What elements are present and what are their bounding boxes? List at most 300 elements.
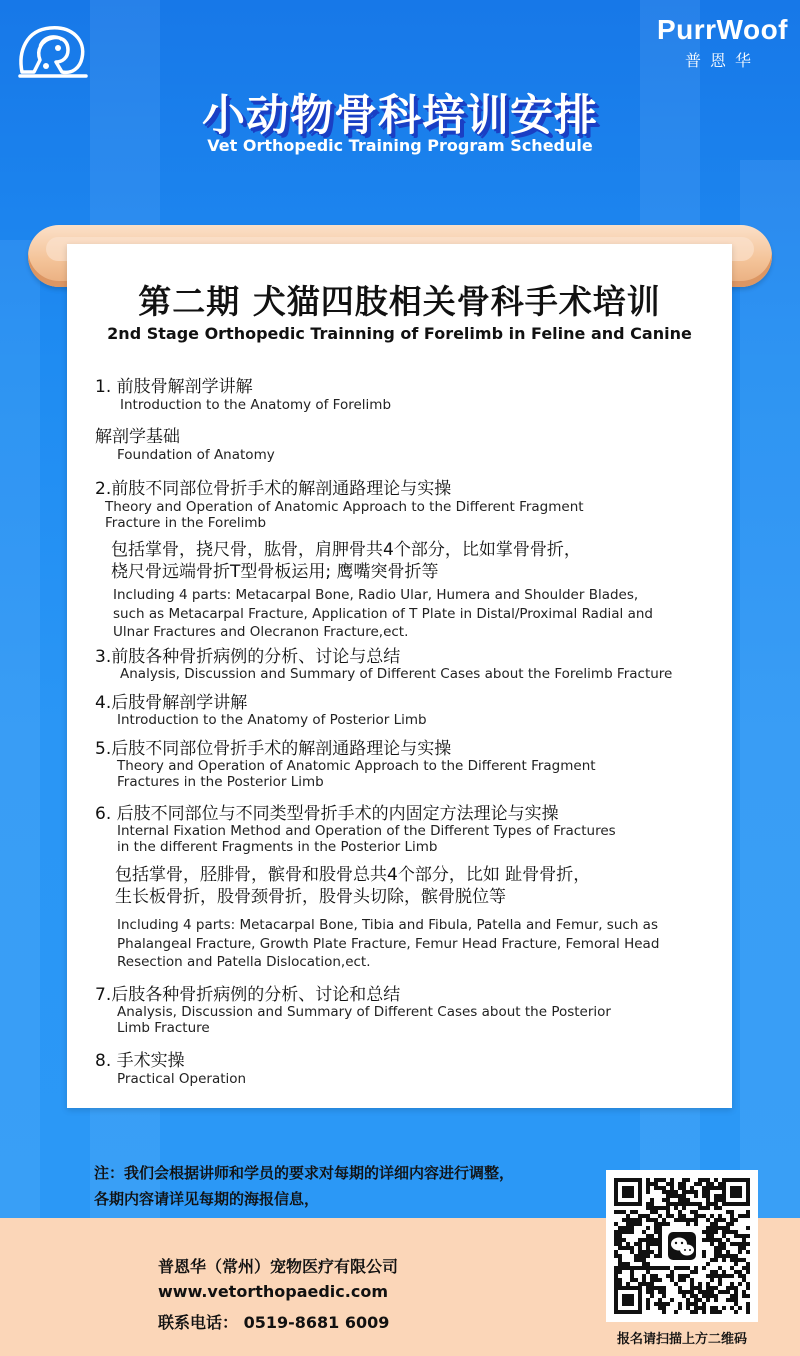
- qr-module: [618, 1258, 622, 1262]
- qr-module: [658, 1230, 662, 1234]
- qr-module: [662, 1222, 666, 1226]
- qr-module: [662, 1190, 666, 1194]
- qr-module: [618, 1266, 622, 1270]
- qr-module: [678, 1266, 682, 1270]
- qr-module: [646, 1178, 650, 1182]
- qr-module: [670, 1270, 674, 1274]
- qr-module: [690, 1290, 694, 1294]
- qr-module: [698, 1306, 702, 1310]
- qr-module: [686, 1198, 690, 1202]
- qr-module: [706, 1218, 710, 1222]
- qr-module: [726, 1238, 730, 1242]
- qr-module: [650, 1294, 654, 1298]
- list-item-en: Theory and Operation of Anatomic Approach to the Different Fragment Fractures in the Posterior Limb: [117, 758, 596, 790]
- qr-module: [694, 1302, 698, 1306]
- qr-module: [626, 1246, 630, 1250]
- qr-module: [738, 1258, 742, 1262]
- qr-module: [714, 1298, 718, 1302]
- qr-module: [682, 1178, 686, 1182]
- qr-module: [618, 1242, 622, 1246]
- qr-module: [682, 1266, 686, 1270]
- qr-module: [654, 1210, 658, 1214]
- qr-module: [622, 1266, 626, 1270]
- qr-module: [714, 1294, 718, 1298]
- qr-module: [734, 1298, 738, 1302]
- qr-module: [618, 1226, 622, 1230]
- qr-module: [718, 1290, 722, 1294]
- qr-module: [654, 1278, 658, 1282]
- qr-module: [710, 1306, 714, 1310]
- qr-module: [650, 1234, 654, 1238]
- qr-module: [718, 1274, 722, 1278]
- qr-module: [642, 1274, 646, 1278]
- page-title: 小动物骨科培训安排: [202, 91, 598, 141]
- qr-module: [666, 1202, 670, 1206]
- qr-module: [694, 1294, 698, 1298]
- qr-module: [714, 1178, 718, 1182]
- qr-module: [650, 1282, 654, 1286]
- qr-module: [618, 1238, 622, 1242]
- qr-module: [734, 1258, 738, 1262]
- qr-module: [714, 1186, 718, 1190]
- qr-module: [670, 1178, 674, 1182]
- qr-module: [638, 1242, 642, 1246]
- qr-module: [706, 1298, 710, 1302]
- qr-module: [722, 1230, 726, 1234]
- qr-module: [646, 1202, 650, 1206]
- qr-module: [746, 1262, 750, 1266]
- qr-module: [726, 1230, 730, 1234]
- list-item-cn: 4.后肢骨解剖学讲解: [95, 693, 248, 713]
- qr-module: [670, 1190, 674, 1194]
- qr-module: [614, 1278, 618, 1282]
- qr-module: [618, 1282, 622, 1286]
- qr-module: [686, 1218, 690, 1222]
- qr-module: [714, 1286, 718, 1290]
- qr-module: [738, 1270, 742, 1274]
- qr-module: [622, 1246, 626, 1250]
- qr-module: [674, 1206, 678, 1210]
- qr-module: [734, 1242, 738, 1246]
- qr-module: [642, 1258, 646, 1262]
- qr-module: [626, 1230, 630, 1234]
- stage-title: 第二期 犬猫四肢相关骨科手术培训: [138, 282, 661, 321]
- qr-module: [638, 1214, 642, 1218]
- qr-module: [670, 1214, 674, 1218]
- qr-module: [734, 1270, 738, 1274]
- qr-module: [662, 1198, 666, 1202]
- qr-module: [706, 1206, 710, 1210]
- qr-module: [618, 1262, 622, 1266]
- qr-module: [678, 1186, 682, 1190]
- qr-module: [678, 1202, 682, 1206]
- qr-module: [730, 1274, 734, 1278]
- qr-module: [710, 1270, 714, 1274]
- qr-module: [726, 1286, 730, 1290]
- qr-module: [626, 1266, 630, 1270]
- qr-module: [650, 1218, 654, 1222]
- qr-module: [662, 1266, 666, 1270]
- qr-module: [710, 1234, 714, 1238]
- qr-module: [746, 1310, 750, 1314]
- qr-module: [646, 1250, 650, 1254]
- qr-module: [714, 1238, 718, 1242]
- qr-module: [618, 1278, 622, 1282]
- qr-module: [686, 1290, 690, 1294]
- qr-module: [686, 1190, 690, 1194]
- qr-module: [634, 1222, 638, 1226]
- qr-module: [634, 1258, 638, 1262]
- list-item-cn: 解剖学基础: [95, 427, 180, 447]
- qr-module: [690, 1186, 694, 1190]
- qr-module: [646, 1218, 650, 1222]
- qr-module: [722, 1306, 726, 1310]
- qr-module: [670, 1182, 674, 1186]
- qr-module: [722, 1254, 726, 1258]
- qr-module: [638, 1254, 642, 1258]
- qr-module: [650, 1210, 654, 1214]
- qr-module: [682, 1186, 686, 1190]
- qr-module: [658, 1238, 662, 1242]
- qr-module: [714, 1194, 718, 1198]
- list-item-en: Internal Fixation Method and Operation of the Different Types of Fractures in the different Fragments in the Posterior Limb: [117, 823, 616, 855]
- qr-module: [746, 1210, 750, 1214]
- qr-module: [678, 1194, 682, 1198]
- qr-module: [686, 1266, 690, 1270]
- qr-module: [694, 1190, 698, 1194]
- qr-module: [646, 1302, 650, 1306]
- qr-module: [726, 1222, 730, 1226]
- qr-module: [690, 1282, 694, 1286]
- qr-module: [654, 1182, 658, 1186]
- qr-module: [654, 1222, 658, 1226]
- list-item-cn: 2.前肢不同部位骨折手术的解剖通路理论与实操: [95, 479, 452, 499]
- qr-module: [686, 1274, 690, 1278]
- qr-module: [730, 1306, 734, 1310]
- list-item-en: Analysis, Discussion and Summary of Different Cases about the Forelimb Fracture: [120, 666, 673, 682]
- qr-module: [746, 1266, 750, 1270]
- qr-module: [658, 1242, 662, 1246]
- qr-module: [614, 1250, 618, 1254]
- qr-module: [734, 1294, 738, 1298]
- qr-module: [674, 1202, 678, 1206]
- list-item-en: Including 4 parts: Metacarpal Bone, Tibia and Fibula, Patella and Femur, such as Phalangeal Fracture, Growth Plate Fracture, Femur Head Fracture, Femoral Head Resection and Patella Dislocation,ect.: [117, 917, 660, 970]
- qr-module: [726, 1254, 730, 1258]
- qr-module: [638, 1282, 642, 1286]
- qr-module: [746, 1214, 750, 1218]
- qr-module: [654, 1230, 658, 1234]
- qr-module: [702, 1194, 706, 1198]
- list-item-en: Introduction to the Anatomy of Forelimb: [120, 397, 392, 413]
- qr-module: [706, 1190, 710, 1194]
- qr-module: [630, 1274, 634, 1278]
- qr-module: [746, 1302, 750, 1306]
- qr-module: [674, 1310, 678, 1314]
- qr-module: [650, 1182, 654, 1186]
- qr-module: [686, 1178, 690, 1182]
- qr-module: [682, 1182, 686, 1186]
- qr-module: [630, 1222, 634, 1226]
- list-item-en: Theory and Operation of Anatomic Approach to the Different Fragment Fracture in the Forelimb: [105, 499, 584, 531]
- qr-module: [702, 1178, 706, 1182]
- qr-module: [642, 1278, 646, 1282]
- qr-module: [714, 1218, 718, 1222]
- qr-module: [670, 1274, 674, 1278]
- qr-module: [646, 1262, 650, 1266]
- list-item-cn: 5.后肢不同部位骨折手术的解剖通路理论与实操: [95, 739, 452, 759]
- list-item-cn: 6. 后肢不同部位与不同类型骨折手术的内固定方法理论与实操: [95, 804, 559, 824]
- qr-module: [742, 1234, 746, 1238]
- qr-module: [658, 1266, 662, 1270]
- qr-module: [658, 1298, 662, 1302]
- website-link[interactable]: www.vetorthopaedic.com: [158, 1282, 388, 1301]
- qr-module: [686, 1202, 690, 1206]
- qr-module: [678, 1306, 682, 1310]
- qr-module: [702, 1238, 706, 1242]
- qr-module: [670, 1278, 674, 1282]
- qr-module: [742, 1294, 746, 1298]
- qr-module: [682, 1290, 686, 1294]
- qr-module: [730, 1214, 734, 1218]
- qr-module: [706, 1294, 710, 1298]
- qr-module: [658, 1290, 662, 1294]
- qr-module: [722, 1234, 726, 1238]
- qr-module: [734, 1234, 738, 1238]
- qr-module: [706, 1282, 710, 1286]
- qr-module: [678, 1278, 682, 1282]
- qr-module: [714, 1310, 718, 1314]
- qr-module: [722, 1274, 726, 1278]
- qr-module: [706, 1198, 710, 1202]
- qr-module: [678, 1290, 682, 1294]
- qr-module: [702, 1294, 706, 1298]
- qr-module: [614, 1230, 618, 1234]
- qr-module: [726, 1298, 730, 1302]
- qr-module: [666, 1302, 670, 1306]
- qr-module: [622, 1262, 626, 1266]
- qr-module: [658, 1286, 662, 1290]
- list-item-en: Analysis, Discussion and Summary of Different Cases about the Posterior Limb Fracture: [117, 1004, 611, 1036]
- qr-module: [650, 1198, 654, 1202]
- qr-module: [734, 1262, 738, 1266]
- qr-module: [634, 1278, 638, 1282]
- qr-module: [702, 1306, 706, 1310]
- qr-module: [670, 1298, 674, 1302]
- qr-module: [618, 1254, 622, 1258]
- qr-module: [662, 1218, 666, 1222]
- qr-module: [710, 1222, 714, 1226]
- qr-module: [694, 1182, 698, 1186]
- qr-module: [722, 1290, 726, 1294]
- qr-module: [662, 1206, 666, 1210]
- qr-module: [682, 1214, 686, 1218]
- qr-module: [662, 1286, 666, 1290]
- qr-module: [666, 1222, 670, 1226]
- qr-module: [642, 1254, 646, 1258]
- qr-module: [654, 1254, 658, 1258]
- qr-module: [634, 1218, 638, 1222]
- qr-module: [678, 1182, 682, 1186]
- qr-module: [666, 1210, 670, 1214]
- qr-module: [678, 1198, 682, 1202]
- qr-module: [690, 1190, 694, 1194]
- qr-module: [626, 1282, 630, 1286]
- qr-module: [694, 1202, 698, 1206]
- qr-module: [650, 1238, 654, 1242]
- list-item-en: Introduction to the Anatomy of Posterior Limb: [117, 712, 427, 728]
- qr-module: [738, 1274, 742, 1278]
- qr-module: [722, 1226, 726, 1230]
- qr-module: [646, 1270, 650, 1274]
- list-item-en: Practical Operation: [117, 1071, 247, 1087]
- qr-module: [618, 1270, 622, 1274]
- qr-module: [714, 1226, 718, 1230]
- qr-module: [690, 1218, 694, 1222]
- qr-module: [670, 1194, 674, 1198]
- qr-module: [658, 1222, 662, 1226]
- qr-module: [742, 1238, 746, 1242]
- qr-module: [646, 1298, 650, 1302]
- qr-module: [718, 1242, 722, 1246]
- qr-module: [650, 1290, 654, 1294]
- qr-module: [630, 1278, 634, 1282]
- qr-module: [710, 1278, 714, 1282]
- qr-module: [650, 1202, 654, 1206]
- qr-module: [650, 1266, 654, 1270]
- qr-module: [690, 1202, 694, 1206]
- qr-module: [702, 1214, 706, 1218]
- qr-module: [714, 1250, 718, 1254]
- qr-module: [730, 1254, 734, 1258]
- qr-module: [686, 1302, 690, 1306]
- qr-caption: 报名请扫描上方二维码: [616, 1332, 747, 1347]
- qr-module: [690, 1294, 694, 1298]
- qr-module: [694, 1286, 698, 1290]
- qr-module: [714, 1254, 718, 1258]
- qr-module: [690, 1278, 694, 1282]
- qr-module: [694, 1298, 698, 1302]
- qr-module: [678, 1286, 682, 1290]
- qr-module: [722, 1246, 726, 1250]
- qr-module: [618, 1234, 622, 1238]
- qr-module: [702, 1230, 706, 1234]
- qr-module: [738, 1214, 742, 1218]
- qr-module: [674, 1194, 678, 1198]
- qr-module: [654, 1266, 658, 1270]
- qr-module: [710, 1186, 714, 1190]
- qr-module: [682, 1202, 686, 1206]
- qr-module: [722, 1270, 726, 1274]
- qr-module: [698, 1202, 702, 1206]
- qr-module: [654, 1186, 658, 1190]
- qr-module: [746, 1242, 750, 1246]
- qr-module: [702, 1310, 706, 1314]
- qr-module: [634, 1254, 638, 1258]
- qr-module: [642, 1266, 646, 1270]
- qr-module: [694, 1210, 698, 1214]
- qr-module: [710, 1274, 714, 1278]
- list-item-en: Including 4 parts: Metacarpal Bone, Radio Ular, Humera and Shoulder Blades, such as Metacarpal Fracture, Application of T Plate in Distal/Proximal Radial and Ulnar Fractures and Olecranon Fracture,ect.: [113, 587, 653, 640]
- qr-module: [618, 1246, 622, 1250]
- qr-module: [630, 1218, 634, 1222]
- qr-module: [714, 1222, 718, 1226]
- qr-module: [710, 1214, 714, 1218]
- qr-module: [706, 1186, 710, 1190]
- qr-module: [630, 1250, 634, 1254]
- qr-module: [634, 1242, 638, 1246]
- qr-module: [694, 1222, 698, 1226]
- qr-module: [694, 1270, 698, 1274]
- qr-module: [670, 1186, 674, 1190]
- qr-module: [654, 1218, 658, 1222]
- qr-module: [666, 1182, 670, 1186]
- qr-module: [738, 1234, 742, 1238]
- qr-module: [730, 1266, 734, 1270]
- qr-module: [690, 1286, 694, 1290]
- qr-module: [698, 1282, 702, 1286]
- qr-module: [638, 1250, 642, 1254]
- qr-module: [694, 1266, 698, 1270]
- qr-module: [730, 1282, 734, 1286]
- qr-module: [734, 1230, 738, 1234]
- qr-module: [714, 1230, 718, 1234]
- qr-module: [678, 1302, 682, 1306]
- qr-module: [738, 1242, 742, 1246]
- qr-module: [726, 1274, 730, 1278]
- qr-module: [698, 1286, 702, 1290]
- qr-module: [626, 1226, 630, 1230]
- list-item-en: Foundation of Anatomy: [117, 447, 275, 463]
- qr-module: [734, 1218, 738, 1222]
- qr-module: [626, 1218, 630, 1222]
- qr-code-pattern: [606, 1170, 758, 1322]
- qr-module: [702, 1254, 706, 1258]
- qr-module: [654, 1238, 658, 1242]
- qr-module: [682, 1194, 686, 1198]
- qr-module: [650, 1286, 654, 1290]
- qr-module: [706, 1202, 710, 1206]
- qr-module: [710, 1242, 714, 1246]
- qr-module: [662, 1186, 666, 1190]
- qr-module: [710, 1226, 714, 1230]
- qr-module: [682, 1278, 686, 1282]
- qr-module: [650, 1242, 654, 1246]
- qr-module: [742, 1278, 746, 1282]
- qr-module: [702, 1190, 706, 1194]
- qr-module: [646, 1182, 650, 1186]
- qr-module: [702, 1186, 706, 1190]
- qr-module: [698, 1214, 702, 1218]
- qr-module: [614, 1274, 618, 1278]
- qr-module: [706, 1286, 710, 1290]
- qr-module: [646, 1226, 650, 1230]
- qr-module: [626, 1222, 630, 1226]
- qr-module: [666, 1190, 670, 1194]
- qr-module: [734, 1302, 738, 1306]
- pet-logo-icon: [16, 22, 90, 82]
- qr-module: [682, 1190, 686, 1194]
- qr-module: [710, 1202, 714, 1206]
- qr-module: [690, 1302, 694, 1306]
- qr-module: [682, 1218, 686, 1222]
- qr-module: [646, 1306, 650, 1310]
- qr-module: [730, 1298, 734, 1302]
- company-name: 普恩华（常州）宠物医疗有限公司: [158, 1257, 399, 1276]
- qr-module: [614, 1222, 618, 1226]
- brand-name-cn: 普恩华: [684, 51, 760, 70]
- qr-module: [710, 1258, 714, 1262]
- qr-module: [638, 1266, 642, 1270]
